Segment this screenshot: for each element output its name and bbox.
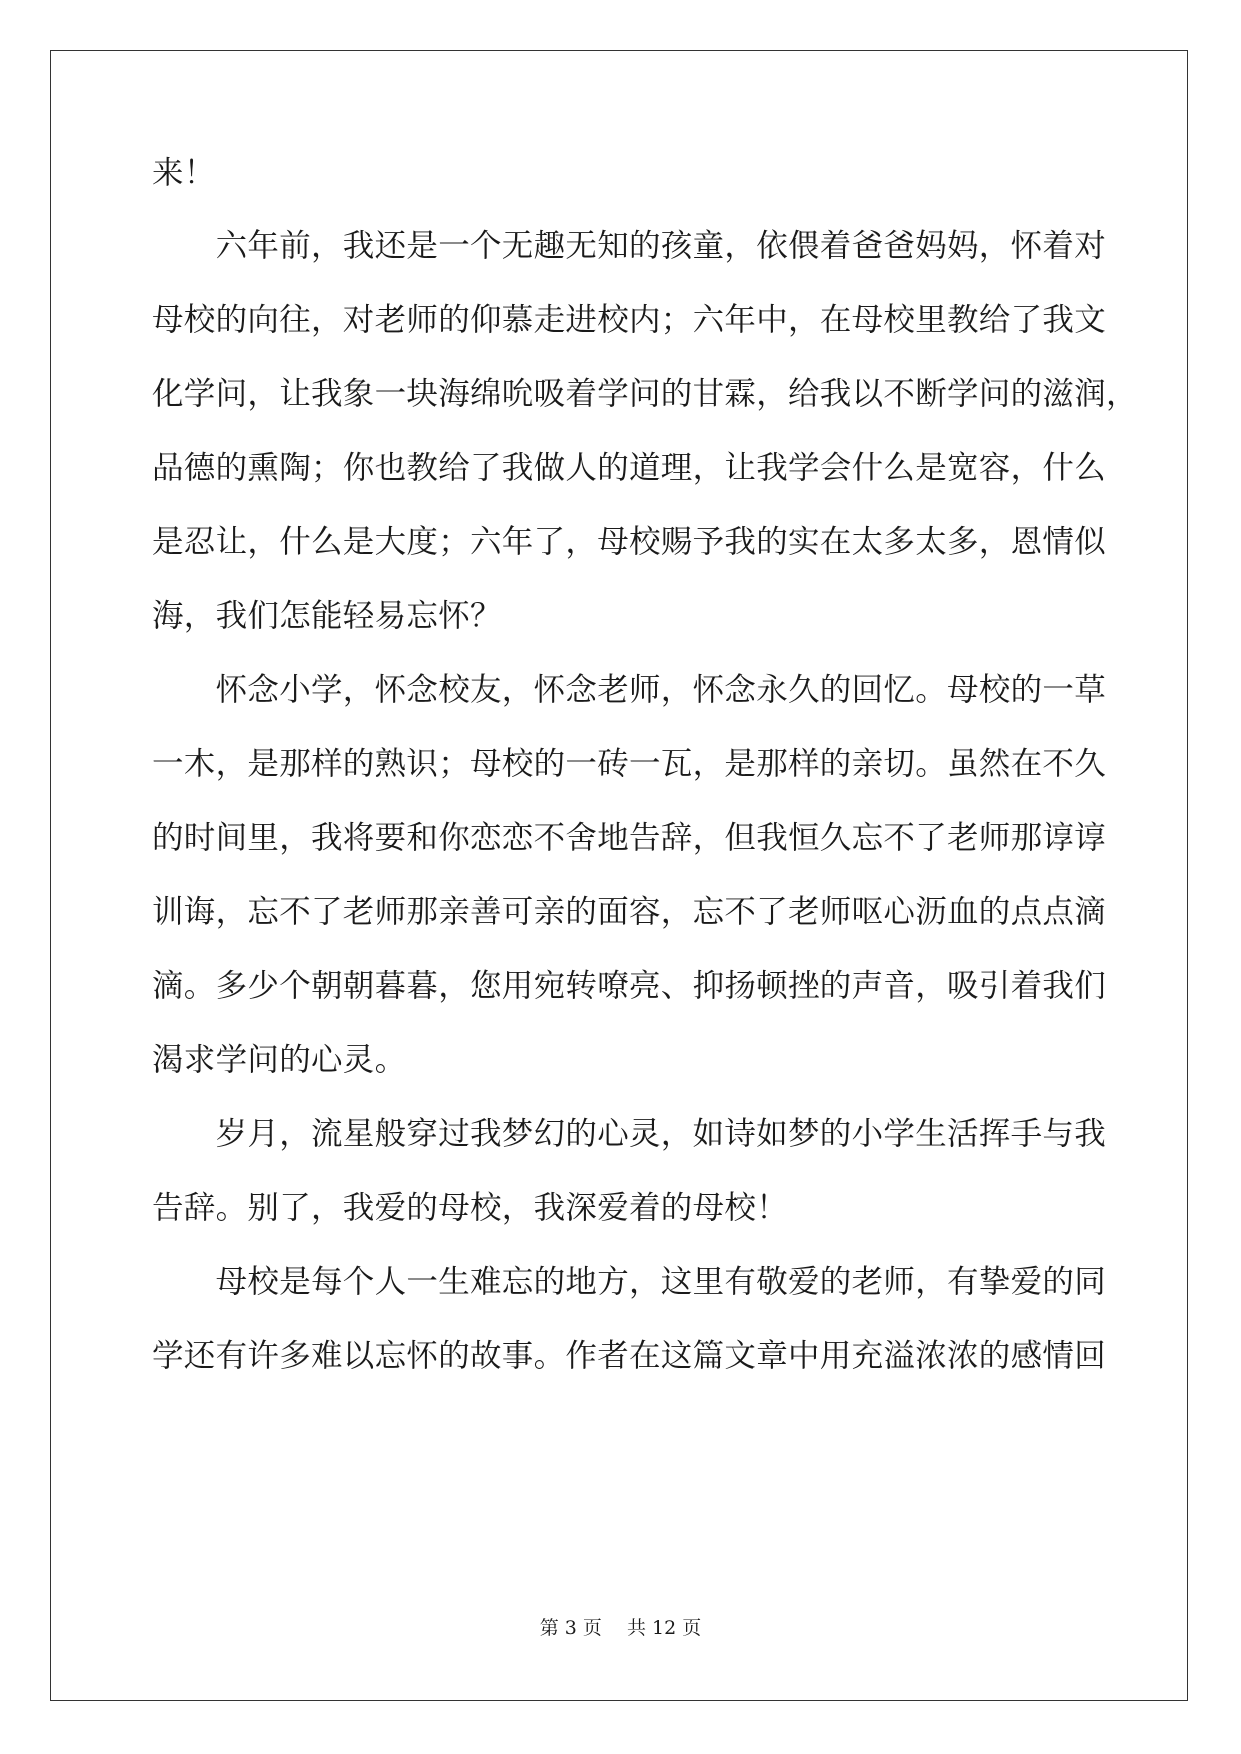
text-line: 渴求学问的心灵。	[152, 1042, 407, 1078]
text-line: 六年前，我还是一个无趣无知的孩童，依偎着爸爸妈妈，怀着对	[152, 228, 1107, 264]
text-line: 学还有许多难以忘怀的故事。作者在这篇文章中用充溢浓浓的感情回	[152, 1338, 1107, 1374]
text-line: 母校的向往，对老师的仰慕走进校内；六年中，在母校里教给了我文	[152, 302, 1107, 338]
page-border	[50, 50, 1188, 1701]
text-line: 母校是每个人一生难忘的地方，这里有敬爱的老师，有挚爱的同	[152, 1264, 1107, 1300]
text-line: 岁月，流星般穿过我梦幻的心灵，如诗如梦的小学生活挥手与我	[152, 1116, 1107, 1152]
text-line: 告辞。别了，我爱的母校，我深爱着的母校！	[152, 1190, 789, 1226]
text-line: 是忍让，什么是大度；六年了，母校赐予我的实在太多太多，恩情似	[152, 524, 1107, 560]
text-line: 滴。多少个朝朝暮暮，您用宛转嘹亮、抑扬顿挫的声音，吸引着我们	[152, 968, 1107, 1004]
text-line: 海，我们怎能轻易忘怀？	[152, 598, 502, 634]
text-line: 怀念小学，怀念校友，怀念老师，怀念永久的回忆。母校的一草	[152, 672, 1107, 708]
text-line: 来！	[152, 155, 216, 191]
text-line: 品德的熏陶；你也教给了我做人的道理，让我学会什么是宽容，什么	[152, 450, 1107, 486]
text-line: 一木，是那样的熟识；母校的一砖一瓦，是那样的亲切。虽然在不久	[152, 746, 1107, 782]
text-line: 的时间里，我将要和你恋恋不舍地告辞，但我恒久忘不了老师那谆谆	[152, 820, 1107, 856]
text-line: 化学问，让我象一块海绵吮吸着学问的甘霖，给我以不断学问的滋润，	[152, 376, 1138, 412]
text-line: 训诲，忘不了老师那亲善可亲的面容，忘不了老师呕心沥血的点点滴	[152, 894, 1107, 930]
page-number: 第 3 页 共 12 页	[539, 1617, 702, 1639]
